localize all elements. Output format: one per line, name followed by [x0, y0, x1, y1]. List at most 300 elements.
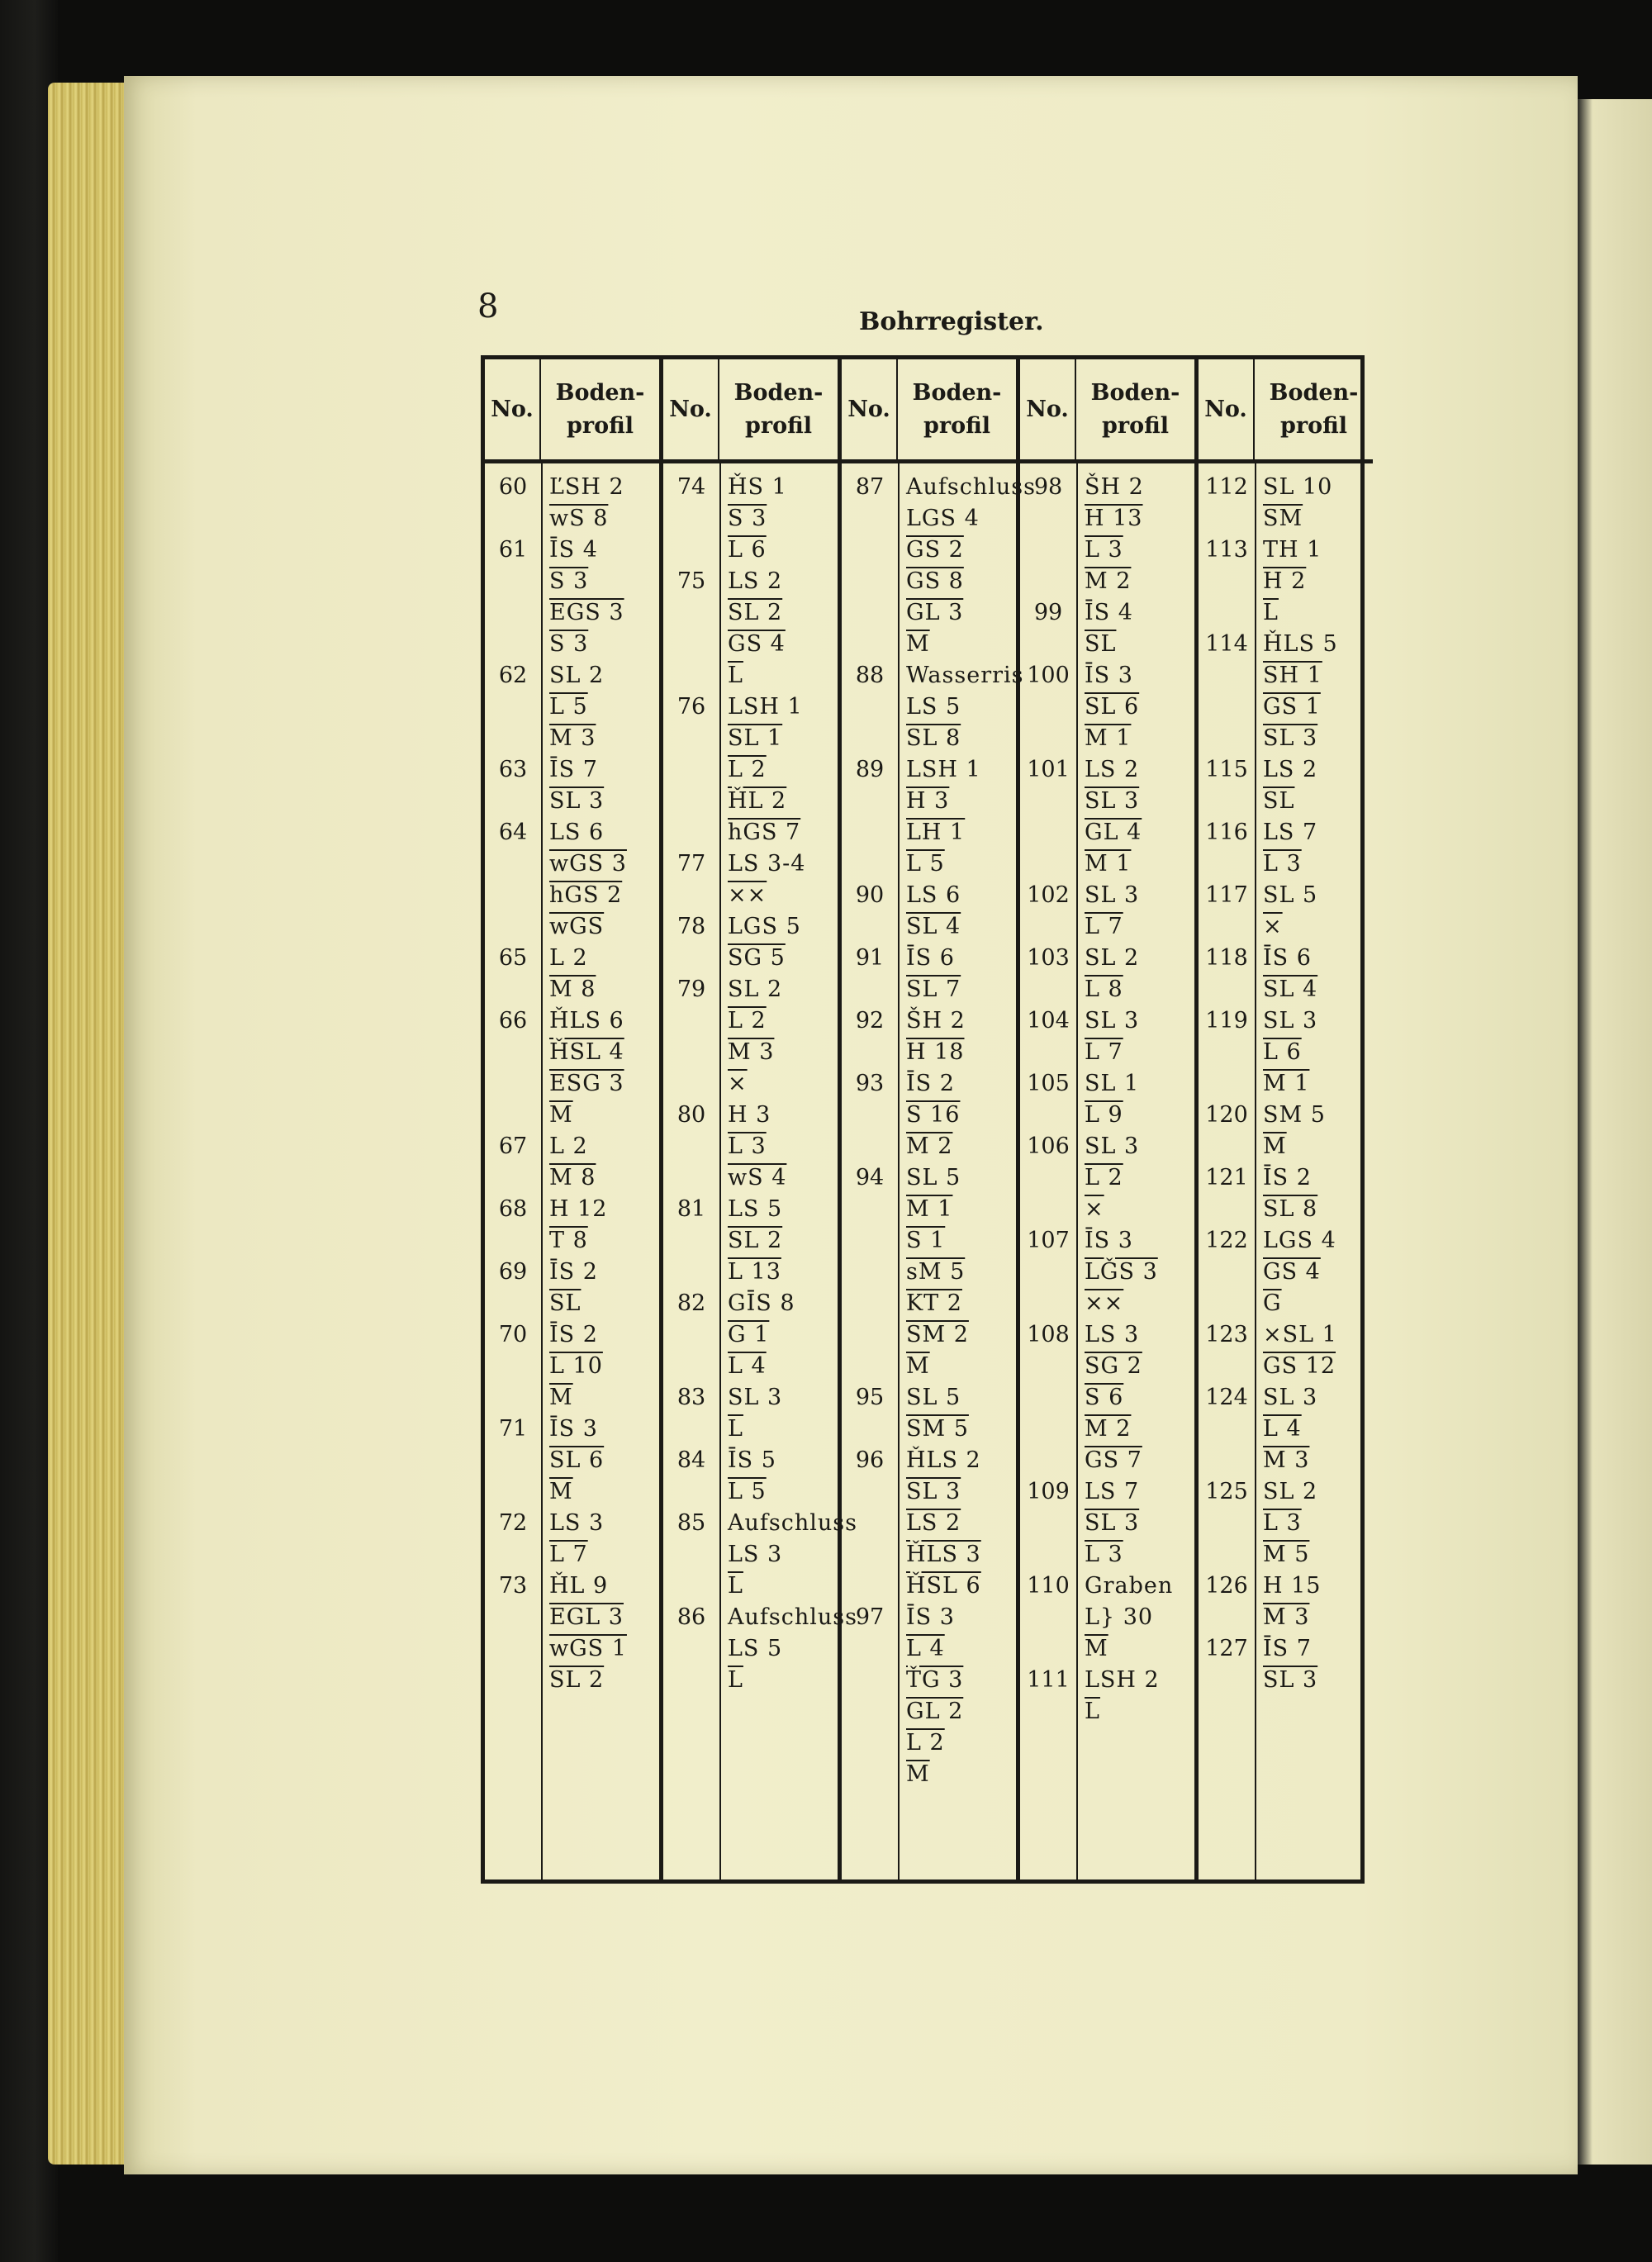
profile-layer: $\overline{M}$	[549, 1385, 573, 1410]
profile-layer: S 3	[549, 568, 589, 594]
profile-layer: SL 3	[1085, 1008, 1140, 1034]
table-row	[663, 1445, 838, 1508]
header-bodenprofil	[541, 359, 659, 459]
table-row	[485, 472, 659, 535]
profile-layer: ĪS 2	[549, 1259, 598, 1285]
profile-layer: L 5	[728, 1479, 767, 1504]
profile-layer: LSH 1	[728, 694, 803, 720]
profile-layer: sM 5	[906, 1259, 966, 1285]
profile-layer: GL 3	[906, 600, 964, 625]
boring-number: 60	[498, 474, 528, 500]
profile-layer: SL 2	[728, 1228, 783, 1253]
profile-layer: SL 8	[906, 725, 961, 751]
profile-layer: LS 3	[728, 1542, 783, 1567]
table-row	[485, 943, 659, 1005]
header-bodenprofil-line2: profil	[745, 412, 812, 439]
table-header	[485, 359, 659, 463]
boring-number: 84	[676, 1447, 706, 1473]
header-bodenprofil-line1: Boden-	[1090, 379, 1180, 406]
column-group-1	[485, 359, 659, 1879]
boring-number: 100	[1027, 663, 1070, 688]
table-row	[1199, 1382, 1373, 1476]
boring-number: 106	[1027, 1133, 1070, 1159]
boring-number: 64	[498, 820, 528, 845]
table-row	[842, 754, 1016, 880]
profile-layer: $\overline{M}$	[1085, 1636, 1108, 1661]
boring-number: 86	[676, 1604, 706, 1630]
profile-layer: L 8	[1085, 977, 1123, 1002]
table-row	[1199, 1100, 1373, 1162]
profile-layer: SL 2	[728, 977, 783, 1002]
header-bodenprofil-line2: profil	[567, 412, 634, 439]
boring-number: 96	[855, 1447, 885, 1473]
profile-layer: SM 5	[1263, 1102, 1326, 1128]
boring-number: 80	[676, 1102, 706, 1128]
boring-number: 126	[1205, 1573, 1248, 1599]
profile-layer: LSH 1	[906, 757, 981, 782]
profile-layer: GL 4	[1085, 820, 1142, 845]
running-head: Bohrregister.	[859, 307, 1044, 336]
header-bodenprofil-line1: Boden-	[912, 379, 1002, 406]
boring-number: 63	[498, 757, 528, 782]
header-no: No.	[1199, 359, 1255, 459]
table-row	[1020, 754, 1194, 880]
profile-layer: L 5	[906, 851, 945, 877]
profile-layer: wGS 1	[549, 1636, 627, 1661]
profile-layer: L 2	[906, 1730, 945, 1756]
table-header	[842, 359, 1016, 463]
profile-layer: SL 2	[1263, 1479, 1318, 1504]
profile-layer: SL 3	[1263, 725, 1318, 751]
profile-layer: LH 1	[906, 820, 966, 845]
profile-layer: M 3	[1263, 1604, 1310, 1630]
profile-layer: wGS 3	[549, 851, 627, 877]
profile-layer: SL 3	[1085, 882, 1140, 908]
boring-number: 73	[498, 1573, 528, 1599]
profile-layer: hGS 2	[549, 882, 623, 908]
profile-layer: GS 1	[1263, 694, 1321, 720]
profile-layer: ŠH 2	[1085, 474, 1144, 500]
profile-layer: H 3	[906, 788, 950, 814]
header-bodenprofil	[1255, 359, 1373, 459]
profile-layer: GS 4	[1263, 1259, 1321, 1285]
header-bodenprofil	[719, 359, 838, 459]
profile-layer: LSH 2	[1085, 1667, 1160, 1693]
profile-layer: SL 4	[1263, 977, 1318, 1002]
boring-number: 123	[1205, 1322, 1248, 1347]
bohrregister-table	[481, 355, 1365, 1884]
boring-number: 69	[498, 1259, 528, 1285]
profile-layer: $\overline{SL}$	[549, 1290, 582, 1316]
profile-layer: $\overline{L}$	[728, 1416, 743, 1442]
table-row	[1020, 597, 1194, 660]
profile-layer: ××	[1085, 1290, 1124, 1316]
header-no: No.	[1020, 359, 1076, 459]
boring-number: 78	[676, 914, 706, 939]
page-number: 8	[477, 288, 499, 326]
table-row	[842, 943, 1016, 1005]
profile-layer: ȞLS 3	[906, 1542, 981, 1567]
profile-layer: GS 4	[728, 631, 786, 657]
profile-layer: L 3	[1085, 537, 1123, 563]
profile-layer: L 6	[728, 537, 767, 563]
boring-number: 79	[676, 977, 706, 1002]
profile-layer: SL 3	[1263, 1667, 1318, 1693]
boring-number: 103	[1027, 945, 1070, 971]
table-row	[485, 535, 659, 660]
profile-layer: $\overline{M}$	[1263, 1133, 1287, 1159]
table-row	[1199, 472, 1373, 535]
boring-number: 85	[676, 1510, 706, 1536]
profile-layer: H 2	[1263, 568, 1307, 594]
table-row	[1020, 660, 1194, 754]
table-row	[485, 1194, 659, 1257]
profile-layer: ȞLS 5	[1263, 631, 1338, 657]
table-row	[842, 1445, 1016, 1602]
profile-layer: L 6	[1263, 1039, 1302, 1065]
profile-layer: EGL 3	[549, 1604, 624, 1630]
profile-layer: ȞL 9	[549, 1573, 609, 1599]
profile-layer: ×	[1263, 914, 1283, 939]
boring-number: 82	[676, 1290, 706, 1316]
profile-layer: ŤG 3	[906, 1667, 964, 1693]
table-row	[485, 817, 659, 943]
profile-layer: SM 5	[906, 1416, 969, 1442]
table-row	[485, 1005, 659, 1131]
profile-layer: ȞLS 2	[906, 1447, 981, 1473]
profile-layer: M 1	[1263, 1071, 1310, 1096]
profile-layer: M 3	[1263, 1447, 1310, 1473]
profile-layer: ȞLS 6	[549, 1008, 624, 1034]
table-row	[1199, 1571, 1373, 1633]
profile-layer: LS 3	[549, 1510, 605, 1536]
boring-number: 104	[1027, 1008, 1070, 1034]
column-group-3	[838, 359, 1036, 1879]
profile-layer: LS 6	[906, 882, 961, 908]
profile-layer: L 5	[549, 694, 588, 720]
profile-layer: SL 7	[906, 977, 961, 1002]
profile-layer: ĪS 3	[906, 1604, 955, 1630]
profile-layer: GS 2	[906, 537, 964, 563]
profile-layer: SL 3	[1263, 1385, 1318, 1410]
profile-layer: GS 8	[906, 568, 964, 594]
boring-number: 67	[498, 1133, 528, 1159]
profile-layer: LǦS 3	[1085, 1259, 1158, 1285]
profile-layer: ××	[728, 882, 767, 908]
header-bodenprofil-line1: Boden-	[1269, 379, 1359, 406]
profile-layer: SL 1	[728, 725, 783, 751]
table-header	[663, 359, 838, 463]
profile-layer: S 6	[1085, 1385, 1124, 1410]
table-row	[842, 1602, 1016, 1790]
boring-number: 118	[1205, 945, 1248, 971]
column-divider	[1255, 463, 1256, 1879]
profile-layer: ĪS 3	[1085, 1228, 1133, 1253]
profile-layer: Aufschluss	[906, 474, 1036, 500]
boring-number: 92	[855, 1008, 885, 1034]
column-group-2	[659, 359, 857, 1879]
profile-layer: SL 3	[1085, 788, 1140, 814]
boring-number: 105	[1027, 1071, 1070, 1096]
table-row	[842, 1068, 1016, 1162]
profile-layer: H 3	[728, 1102, 771, 1128]
column-divider	[898, 463, 900, 1879]
table-row	[663, 911, 838, 974]
boring-number: 61	[498, 537, 528, 563]
table-row	[485, 1319, 659, 1414]
table-row	[1199, 943, 1373, 1005]
header-no: No.	[485, 359, 541, 459]
profile-layer: M 5	[1263, 1542, 1310, 1567]
profile-layer: TH 1	[1263, 537, 1322, 563]
profile-layer: Aufschluss	[728, 1604, 857, 1630]
profile-layer: L 13	[728, 1259, 781, 1285]
profile-layer: L 4	[906, 1636, 945, 1661]
profile-layer: SL 3	[549, 788, 605, 814]
profile-layer: LS 5	[728, 1636, 783, 1661]
profile-layer: SL 2	[1085, 945, 1140, 971]
profile-layer: L 2	[728, 757, 767, 782]
table-row	[663, 1382, 838, 1445]
profile-layer: LS 3	[1085, 1322, 1140, 1347]
table-row	[1020, 1319, 1194, 1476]
header-bodenprofil	[1076, 359, 1194, 459]
boring-number: 113	[1205, 537, 1248, 563]
profile-layer: L 2	[1085, 1165, 1123, 1190]
column-divider	[541, 463, 543, 1879]
profile-layer: SL 2	[549, 1667, 605, 1693]
column-group-4	[1016, 359, 1194, 1879]
profile-layer: SM 2	[906, 1322, 969, 1347]
table-row	[1199, 1225, 1373, 1319]
boring-number: 91	[855, 945, 885, 971]
boring-number: 121	[1205, 1165, 1248, 1190]
boring-number: 65	[498, 945, 528, 971]
profile-layer: SL 1	[1085, 1071, 1140, 1096]
profile-layer: LS 2	[906, 1510, 961, 1536]
table-row	[1199, 1319, 1373, 1382]
boring-number: 109	[1027, 1479, 1070, 1504]
boring-number: 112	[1205, 474, 1248, 500]
profile-layer: $\overline{L}$	[728, 1573, 743, 1599]
table-row	[1199, 535, 1373, 629]
profile-layer: ĪS 4	[549, 537, 598, 563]
boring-number: 117	[1205, 882, 1248, 908]
table-row	[1199, 1633, 1373, 1696]
profile-layer: $\overline{M}$	[906, 631, 930, 657]
profile-layer: SH 1	[1263, 663, 1322, 688]
profile-layer: $\overline{L}$	[1263, 600, 1279, 625]
boring-number: 111	[1027, 1667, 1070, 1693]
profile-layer: L 7	[549, 1542, 588, 1567]
table-row	[842, 1005, 1016, 1068]
boring-number: 120	[1205, 1102, 1248, 1128]
profile-layer: LS 5	[728, 1196, 783, 1222]
profile-layer: GL 2	[906, 1699, 964, 1724]
table-row	[1199, 1476, 1373, 1571]
boring-number: 88	[855, 663, 885, 688]
profile-layer: LS 6	[549, 820, 605, 845]
profile-layer: $\overline{M}$	[549, 1479, 573, 1504]
table-row	[663, 1602, 857, 1696]
profile-layer: ȞS 1	[728, 474, 787, 500]
boring-number: 115	[1205, 757, 1248, 782]
table-row	[485, 1414, 659, 1508]
header-bodenprofil-line1: Boden-	[733, 379, 824, 406]
boring-number: 107	[1027, 1228, 1070, 1253]
table-row	[663, 691, 838, 848]
profile-layer: T 8	[549, 1228, 588, 1253]
table-header	[1020, 359, 1194, 463]
boring-number: 72	[498, 1510, 528, 1536]
profile-layer: ȞL 2	[728, 788, 787, 814]
profile-layer: L 3	[1085, 1542, 1123, 1567]
boring-number: 108	[1027, 1322, 1070, 1347]
profile-layer: SL 2	[728, 600, 783, 625]
profile-layer: GS 7	[1085, 1447, 1142, 1473]
profile-layer: ĪS 5	[728, 1447, 776, 1473]
table-row	[842, 660, 1024, 754]
profile-layer: L 3	[1263, 1510, 1302, 1536]
profile-layer: SL 3	[906, 1479, 961, 1504]
table-row	[485, 1571, 659, 1696]
profile-layer: M 1	[906, 1196, 953, 1222]
profile-layer: L 9	[1085, 1102, 1123, 1128]
boring-number: 89	[855, 757, 885, 782]
header-bodenprofil-line1: Boden-	[555, 379, 645, 406]
profile-layer: GS 12	[1263, 1353, 1336, 1379]
profile-layer: H 13	[1085, 506, 1143, 531]
profile-layer: S 3	[728, 506, 767, 531]
profile-layer: M 8	[549, 977, 596, 1002]
profile-layer: LS 2	[728, 568, 783, 594]
table-row	[1199, 880, 1373, 943]
profile-layer: L 4	[728, 1353, 767, 1379]
profile-layer: M 1	[1085, 725, 1132, 751]
profile-layer: SL 4	[906, 914, 961, 939]
boring-number: 81	[676, 1196, 706, 1222]
profile-layer: ȞSL 6	[906, 1573, 981, 1599]
table-row	[485, 1508, 659, 1571]
header-bodenprofil	[898, 359, 1016, 459]
profile-layer: L} 30	[1085, 1604, 1154, 1630]
header-bodenprofil-line2: profil	[923, 412, 990, 439]
profile-layer: ĪS 2	[1263, 1165, 1312, 1190]
table-row	[1199, 1005, 1373, 1100]
profile-layer: LS 5	[906, 694, 961, 720]
table-row	[1020, 1005, 1194, 1068]
boring-number: 98	[1033, 474, 1063, 500]
profile-layer: $\overline{G}$	[1263, 1290, 1282, 1316]
profile-layer: S 16	[906, 1102, 961, 1128]
table-row	[1020, 1476, 1194, 1571]
profile-layer: SL 10	[1263, 474, 1333, 500]
profile-layer: SL 3	[1263, 1008, 1318, 1034]
table-row	[485, 1131, 659, 1194]
table-row	[842, 1162, 1016, 1382]
boring-number: 76	[676, 694, 706, 720]
column-divider	[1076, 463, 1078, 1879]
profile-layer: L 3	[728, 1133, 767, 1159]
profile-layer: $\overline{SL}$	[1085, 631, 1117, 657]
profile-layer: LS 2	[1263, 757, 1318, 782]
profile-layer: M 8	[549, 1165, 596, 1190]
profile-layer: LS 7	[1085, 1479, 1140, 1504]
table-row	[1199, 817, 1373, 880]
profile-layer: L 7	[1085, 1039, 1123, 1065]
boring-number: 122	[1205, 1228, 1248, 1253]
profile-layer: SL 8	[1263, 1196, 1318, 1222]
profile-layer: L 10	[549, 1353, 603, 1379]
table-row	[1020, 943, 1194, 1005]
profile-layer: EGS 3	[549, 600, 624, 625]
profile-layer: H 15	[1263, 1573, 1322, 1599]
boring-number: 70	[498, 1322, 528, 1347]
profile-layer: ȞSL 4	[549, 1039, 624, 1065]
profile-layer: L 4	[1263, 1416, 1302, 1442]
profile-layer: ĽSH 2	[549, 474, 624, 500]
profile-layer: SL 5	[1263, 882, 1318, 908]
profile-layer: L 2	[728, 1008, 767, 1034]
profile-layer: $\overline{M}$	[906, 1761, 930, 1787]
boring-number: 66	[498, 1008, 528, 1034]
profile-layer: M 2	[906, 1133, 953, 1159]
boring-number: 97	[855, 1604, 885, 1630]
profile-layer: $\overline{L}$	[728, 663, 743, 688]
profile-layer: Wasserris	[906, 663, 1024, 688]
boring-number: 71	[498, 1416, 528, 1442]
boring-number: 95	[855, 1385, 885, 1410]
profile-layer: M 2	[1085, 568, 1132, 594]
table-row	[485, 754, 659, 817]
profile-layer: ESG 3	[549, 1071, 624, 1096]
profile-layer: SL 6	[1085, 694, 1140, 720]
table-row	[663, 1194, 838, 1288]
profile-layer: ĪS 4	[1085, 600, 1133, 625]
profile-layer: SL 5	[906, 1385, 961, 1410]
boring-number: 77	[676, 851, 706, 877]
profile-layer: $\overline{L}$	[1085, 1699, 1100, 1724]
table-row	[1199, 754, 1373, 817]
profile-layer: M 3	[728, 1039, 775, 1065]
table-row	[842, 472, 1036, 660]
profile-layer: L 2	[549, 1133, 588, 1159]
boring-number: 125	[1205, 1479, 1248, 1504]
table-row	[842, 1382, 1016, 1445]
profile-layer: LGS 4	[1263, 1228, 1336, 1253]
profile-layer: wS 8	[549, 506, 609, 531]
profile-layer: ĪS 7	[1263, 1636, 1312, 1661]
boring-number: 74	[676, 474, 706, 500]
table-row	[1020, 472, 1194, 597]
boring-number: 127	[1205, 1636, 1248, 1661]
boring-number: 119	[1205, 1008, 1248, 1034]
profile-layer: S 3	[549, 631, 589, 657]
boring-number: 114	[1205, 631, 1248, 657]
profile-layer: L 2	[549, 945, 588, 971]
boring-number: 68	[498, 1196, 528, 1222]
profile-layer: $\overline{M}$	[549, 1102, 573, 1128]
table-row	[1020, 1571, 1194, 1665]
profile-layer: M 3	[549, 725, 596, 751]
profile-layer: G 1	[728, 1322, 770, 1347]
table-row	[663, 566, 838, 691]
profile-layer: Aufschluss	[728, 1510, 857, 1536]
profile-layer: LGS 5	[728, 914, 801, 939]
table-row	[1020, 1665, 1194, 1727]
table-row	[1020, 1068, 1194, 1131]
table-row	[663, 1508, 857, 1602]
